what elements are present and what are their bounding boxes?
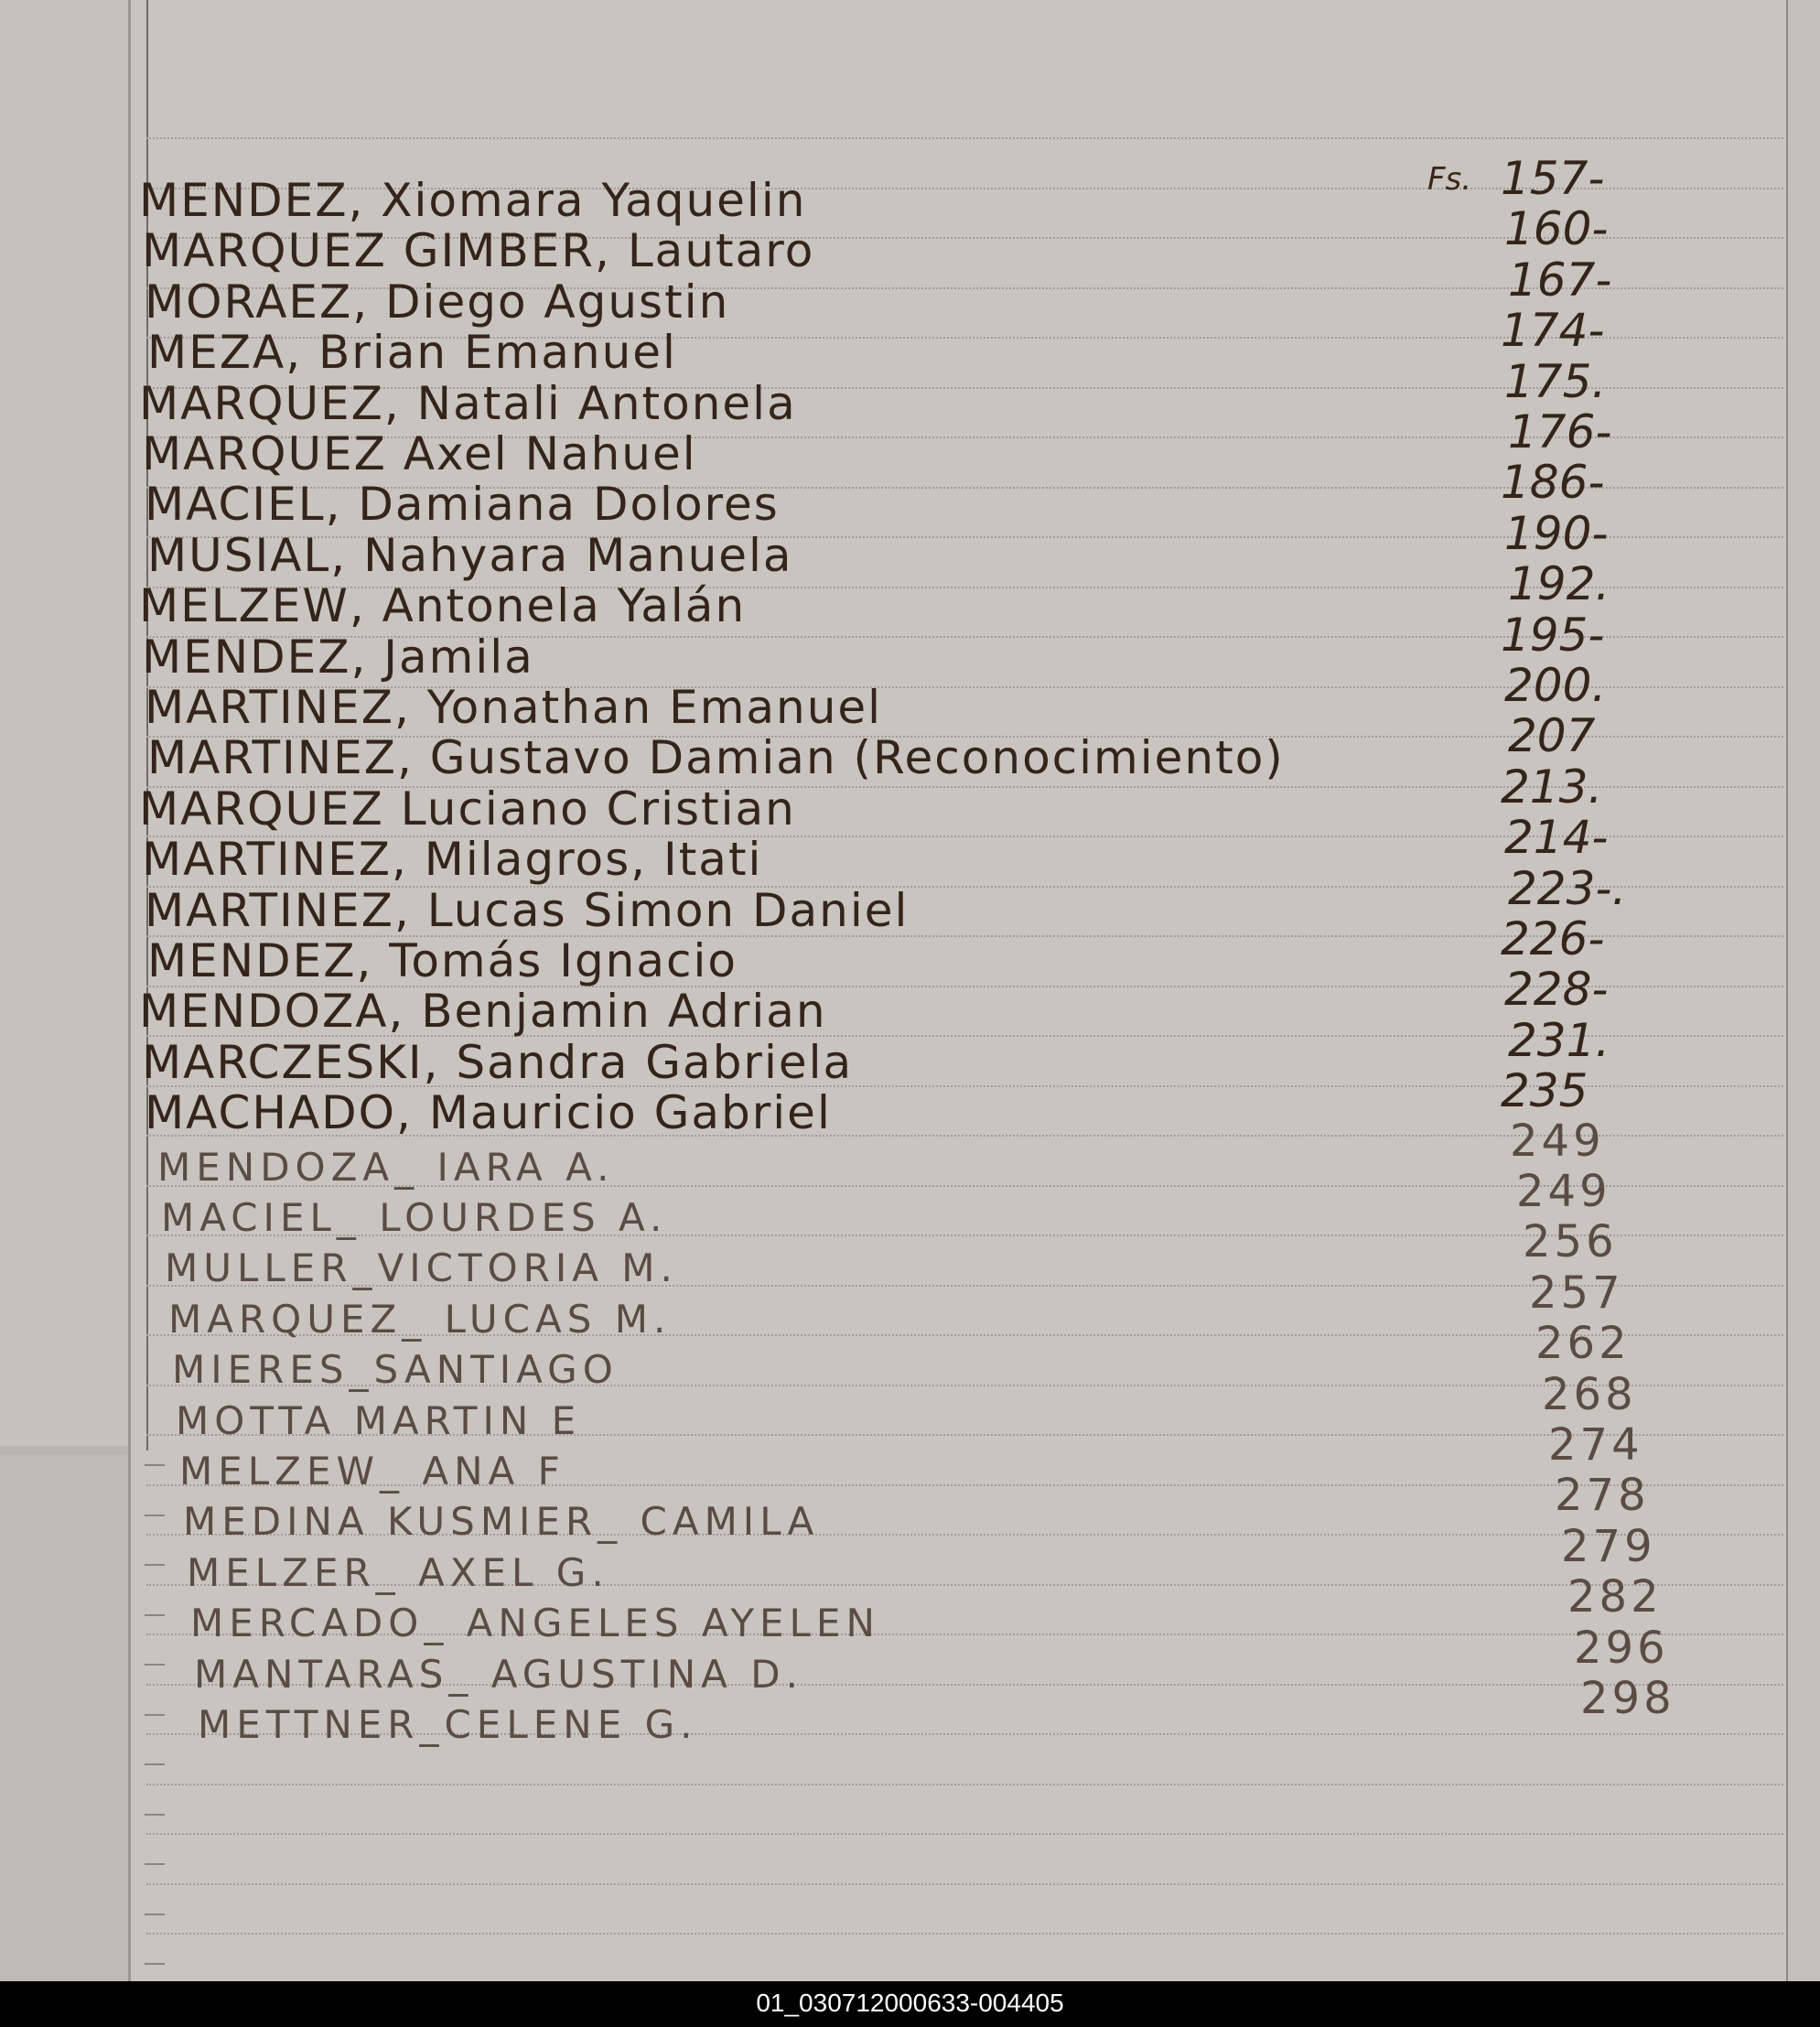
entry-name: MARTINEZ, Yonathan Emanuel (145, 681, 883, 734)
entry-name: MELZEW_ ANA F (179, 1449, 565, 1493)
entry-name: MACIEL, Damiana Dolores (145, 478, 780, 532)
margin-tick (145, 1963, 165, 1965)
entry-name: MEDINA KUSMIER_ CAMILA (183, 1499, 820, 1545)
entry-folio: 249 (1516, 1166, 1611, 1217)
entry-name: MARQUEZ Axel Nahuel (142, 427, 697, 480)
entry-folio: 282 (1567, 1571, 1663, 1623)
entry-name: MENDEZ, Xiomara Yaquelin (139, 174, 807, 227)
entry-name: MARQUEZ, Natali Antonela (139, 376, 797, 430)
entry-folio: 235 (1501, 1064, 1588, 1118)
entry-folio: 278 (1555, 1470, 1650, 1522)
entry-name: MARQUEZ_ LUCAS M. (168, 1296, 672, 1342)
entry-folio: 298 (1580, 1673, 1675, 1724)
entry-folio: 174- (1501, 304, 1605, 358)
entry-name: METTNER_CELENE G. (198, 1702, 698, 1747)
entry-folio: 186- (1501, 456, 1605, 510)
entry-name: MARQUEZ Luciano Cristian (139, 782, 796, 836)
entry-folio: 256 (1523, 1216, 1618, 1268)
entry-folio: 213. (1501, 760, 1603, 814)
entry-folio: 175. (1504, 354, 1607, 408)
image-footer (0, 1981, 1820, 2027)
margin-tick (145, 1914, 165, 1915)
entry-folio: 157- (1501, 152, 1605, 205)
entry-name: MEZA, Brian Emanuel (147, 326, 677, 380)
entry-folio: 279 (1561, 1520, 1656, 1572)
entry-name: MANTARAS_ AGUSTINA D. (194, 1651, 803, 1697)
entry-name: MARCZESKI, Sandra Gabriela (142, 1035, 854, 1089)
entry-name: MENDEZ, Tomás Ignacio (147, 934, 738, 987)
entry-folio: 231. (1508, 1013, 1610, 1067)
folio-column-label: Fs. (1427, 161, 1472, 198)
ruled-line (146, 1883, 1783, 1885)
entry-folio: 296 (1574, 1622, 1669, 1674)
margin-tick (145, 1814, 165, 1816)
entry-name: MORAEZ, Diego Agustin (145, 275, 730, 329)
entry-name: MARTINEZ, Gustavo Damian (Reconocimiento) (147, 731, 1285, 785)
entry-name: MACHADO, Mauricio Gabriel (145, 1086, 832, 1140)
entry-folio: 207 (1508, 709, 1596, 763)
entry-folio: 257 (1529, 1267, 1624, 1319)
entry-name: MACIEL_ LOURDES A. (161, 1195, 668, 1240)
entry-folio: 228- (1504, 963, 1609, 1017)
ruled-line (146, 137, 1783, 139)
entry-folio: 200. (1504, 659, 1607, 712)
entry-name: MARTINEZ, Lucas Simon Daniel (145, 883, 910, 937)
entry-name: MENDOZA, Benjamin Adrian (139, 985, 827, 1039)
entry-name: MOTTA MARTIN E (176, 1397, 582, 1443)
entry-name: MELZEW, Antonela Yalán (139, 579, 747, 633)
entry-folio: 195- (1501, 608, 1605, 662)
margin-tick (145, 1863, 165, 1865)
margin-tick (145, 1763, 165, 1765)
entry-name: MULLER_VICTORIA M. (165, 1245, 678, 1291)
entry-folio: 167- (1508, 253, 1612, 307)
entry-folio: 226- (1501, 912, 1605, 965)
entry-name: MERCADO_ ANGELES AYELEN (190, 1601, 880, 1646)
ruled-line (146, 1933, 1783, 1935)
entry-name: MENDEZ, Jamila (142, 630, 534, 684)
entry-folio: 190- (1504, 506, 1609, 560)
entry-name: MELZER_ AXEL G. (187, 1549, 609, 1595)
ruled-line (146, 1784, 1783, 1785)
entry-name: MARQUEZ GIMBER, Lautaro (142, 224, 815, 278)
entry-name: MUSIAL, Nahyara Manuela (147, 528, 793, 582)
entry-name: MARTINEZ, Milagros, Itati (142, 833, 763, 887)
entry-name: MIERES_SANTIAGO (172, 1347, 619, 1393)
entry-folio: 268 (1542, 1368, 1637, 1420)
entry-name: MENDOZA_ IARA A. (157, 1144, 615, 1190)
entry-folio: 192. (1508, 557, 1610, 611)
entry-folio: 214- (1504, 811, 1609, 865)
entry-folio: 262 (1535, 1318, 1631, 1370)
image-id-label: 01_030712000633-004405 (756, 1989, 1064, 2017)
entry-folio: 176- (1508, 405, 1612, 458)
entry-folio: 223-. (1508, 861, 1627, 915)
ruled-line (146, 1833, 1783, 1835)
entry-folio: 160- (1504, 202, 1609, 256)
entry-folio: 274 (1548, 1419, 1643, 1471)
entry-folio: 249 (1510, 1115, 1605, 1167)
